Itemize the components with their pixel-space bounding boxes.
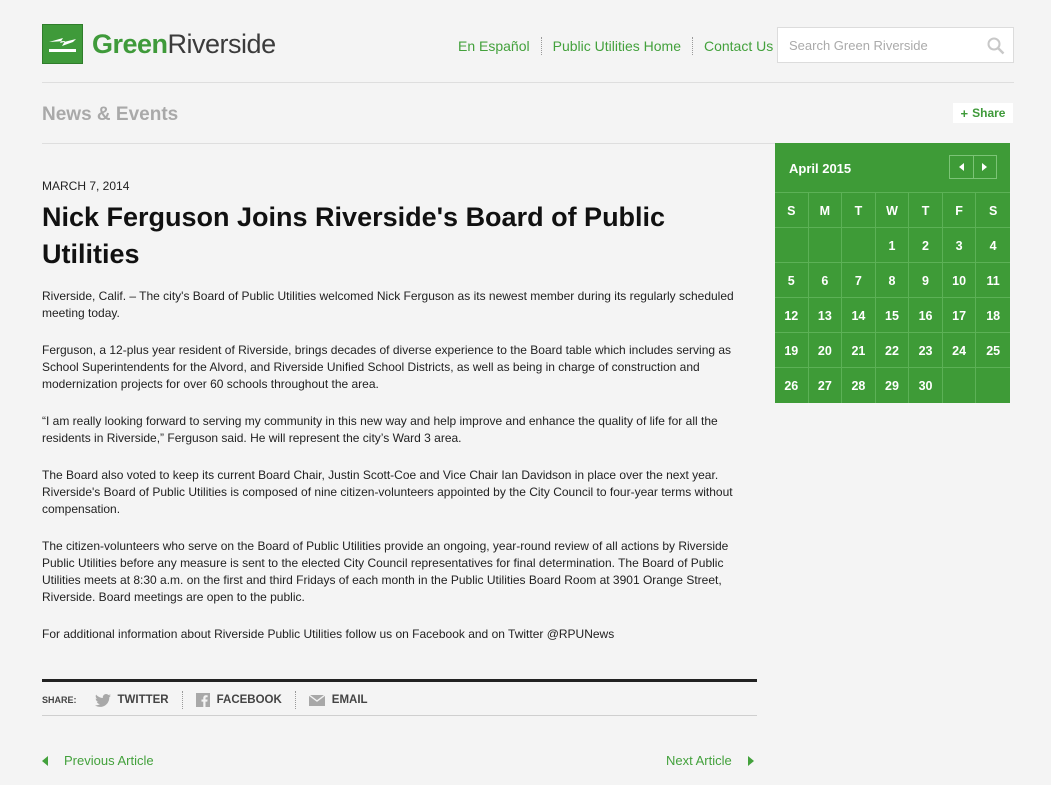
calendar-day[interactable]: 14 bbox=[842, 298, 876, 333]
site-logo[interactable] bbox=[42, 24, 276, 64]
calendar-grid bbox=[775, 193, 1010, 403]
calendar-day[interactable]: 13 bbox=[809, 298, 843, 333]
calendar-day[interactable]: 8 bbox=[876, 263, 910, 298]
calendar-day[interactable]: 28 bbox=[842, 368, 876, 403]
calendar-weekday: S bbox=[775, 193, 809, 228]
share-bar-label: SHARE: bbox=[42, 695, 77, 705]
calendar-weekday-row bbox=[775, 193, 1010, 228]
share-twitter-label: TWITTER bbox=[117, 694, 169, 706]
calendar-day[interactable]: 20 bbox=[809, 333, 843, 368]
site-name-green: Green bbox=[92, 28, 168, 59]
calendar-day[interactable]: 7 bbox=[842, 263, 876, 298]
arrow-right-icon bbox=[748, 756, 754, 766]
article-body bbox=[42, 288, 760, 663]
calendar-day[interactable]: 4 bbox=[989, 238, 997, 253]
calendar-empty-cell bbox=[809, 228, 843, 263]
site-name-dark: Riverside bbox=[167, 28, 276, 59]
calendar-day[interactable]: 2 bbox=[909, 228, 943, 263]
calendar-prev-button[interactable] bbox=[950, 156, 974, 178]
calendar-day[interactable]: 19 bbox=[775, 333, 809, 368]
calendar-day[interactable]: 22 bbox=[876, 333, 910, 368]
calendar-header bbox=[775, 143, 1010, 193]
email-icon bbox=[309, 695, 325, 706]
calendar-empty-cell bbox=[976, 368, 1010, 403]
calendar-empty-cell bbox=[943, 368, 977, 403]
calendar-day[interactable]: 12 bbox=[775, 298, 809, 333]
top-navigation bbox=[458, 37, 773, 55]
site-name bbox=[92, 29, 276, 60]
section-title: News & Events bbox=[42, 104, 179, 125]
share-button[interactable] bbox=[953, 103, 1013, 123]
calendar-day[interactable]: 24 bbox=[943, 333, 977, 368]
calendar-day[interactable]: 18 bbox=[986, 308, 1001, 323]
calendar-week-row bbox=[775, 228, 1010, 263]
nav-link-espanol[interactable]: En Español bbox=[458, 38, 530, 54]
share-email-label: EMAIL bbox=[331, 694, 368, 706]
share-twitter-button[interactable] bbox=[95, 694, 169, 707]
calendar-nav bbox=[949, 155, 997, 179]
calendar-weekday: T bbox=[909, 193, 943, 228]
share-bar bbox=[42, 690, 757, 710]
calendar-day[interactable]: 11 bbox=[986, 273, 1000, 288]
plus-icon: + bbox=[960, 105, 969, 121]
calendar-day[interactable]: 21 bbox=[842, 333, 876, 368]
calendar-day[interactable]: 27 bbox=[809, 368, 843, 403]
search-input[interactable] bbox=[778, 28, 979, 62]
chevron-right-icon bbox=[982, 163, 987, 171]
calendar-day[interactable]: 17 bbox=[943, 298, 977, 333]
calendar-week-row bbox=[775, 263, 1010, 298]
article-paragraph: The Board also voted to keep its current Board Chair, Justin Scott-Coe and Vice Chair Ian Davidson in place over the next year. Riverside's Board of Public Utilities is composed of nine citizen-volunteers appointed by the City Council to four-year terms without compensation. bbox=[42, 468, 733, 516]
calendar-weekday: F bbox=[943, 193, 977, 228]
calendar-week-row bbox=[775, 298, 1010, 333]
article-paragraph: Riverside, Calif. – The city's Board of Public Utilities welcomed Nick Ferguson as its newest member during its regularly scheduled meeting today. bbox=[42, 289, 734, 320]
article-date: MARCH 7, 2014 bbox=[42, 179, 130, 193]
calendar-day[interactable]: 26 bbox=[775, 368, 809, 403]
calendar-day[interactable]: 9 bbox=[909, 263, 943, 298]
article-paragraph: The citizen-volunteers who serve on the Board of Public Utilities provide an ongoing, year-round review of all actions by Riverside Public Utilities before any measure is sent to the elected City Council representatives for final determination. The Board of Public Utilities meets at 8:30 a.m. on the first and third Fridays of each month in the Public Utilities Board Room at 3901 Orange Street, Riverside. Board meetings are open to the public. bbox=[42, 539, 729, 604]
search-icon[interactable] bbox=[987, 37, 1005, 60]
calendar-day[interactable]: 5 bbox=[775, 263, 809, 298]
share-divider bbox=[295, 691, 296, 709]
nav-link-contact-us[interactable]: Contact Us bbox=[703, 38, 774, 54]
nav-link-public-utilities-home[interactable]: Public Utilities Home bbox=[552, 38, 681, 54]
calendar-day[interactable]: 10 bbox=[943, 263, 977, 298]
nav-divider bbox=[541, 37, 542, 55]
share-bar-bottom-rule bbox=[42, 715, 757, 716]
next-article-link[interactable] bbox=[666, 753, 754, 768]
calendar-day[interactable]: 6 bbox=[809, 263, 843, 298]
calendar-week-row bbox=[775, 333, 1010, 368]
calendar-weekday: T bbox=[842, 193, 876, 228]
calendar-week-row bbox=[775, 368, 1010, 403]
article-paragraph: For additional information about Riverside Public Utilities follow us on Facebook and on Twitter @RPUNews bbox=[42, 627, 615, 641]
twitter-icon bbox=[95, 694, 111, 707]
previous-article-label: Previous Article bbox=[64, 753, 154, 768]
calendar-day[interactable]: 15 bbox=[876, 298, 910, 333]
share-button-label: Share bbox=[972, 106, 1006, 120]
calendar-next-button[interactable] bbox=[974, 156, 997, 178]
search-box bbox=[777, 27, 1014, 63]
calendar-day[interactable]: 25 bbox=[986, 343, 1001, 358]
calendar-day[interactable]: 3 bbox=[943, 228, 977, 263]
nav-divider bbox=[692, 37, 693, 55]
calendar-month-label: April 2015 bbox=[789, 161, 852, 176]
article-paragraph: Ferguson, a 12-plus year resident of Riverside, brings decades of diverse experience to the Board table which includes serving as School Superintendents for the Alvord, and Riverside Unified School Districts, as well as being in charge of construction and modernization projects for over 60 schools throughout the area. bbox=[42, 343, 732, 391]
facebook-icon bbox=[196, 693, 210, 707]
header-divider bbox=[42, 82, 1014, 83]
calendar-day[interactable]: 29 bbox=[876, 368, 910, 403]
calendar-day[interactable]: 16 bbox=[909, 298, 943, 333]
section-divider bbox=[42, 143, 775, 144]
calendar-empty-cell bbox=[842, 228, 876, 263]
calendar-day[interactable]: 23 bbox=[909, 333, 943, 368]
share-facebook-label: FACEBOOK bbox=[216, 694, 282, 706]
next-article-label: Next Article bbox=[666, 753, 732, 768]
share-divider bbox=[182, 691, 183, 709]
share-email-button[interactable] bbox=[309, 694, 368, 706]
events-calendar bbox=[775, 143, 1010, 403]
calendar-weekday: S bbox=[988, 203, 998, 218]
previous-article-link[interactable] bbox=[42, 753, 154, 768]
lightning-logo-icon bbox=[42, 24, 83, 64]
calendar-day[interactable]: 30 bbox=[909, 368, 943, 403]
calendar-empty-cell bbox=[775, 228, 809, 263]
calendar-day[interactable]: 1 bbox=[876, 228, 910, 263]
article-title: Nick Ferguson Joins Riverside's Board of Public Utilities bbox=[42, 202, 666, 269]
chevron-left-icon bbox=[959, 163, 964, 171]
article-paragraph: “I am really looking forward to serving my community in this new way and help improve and enhance the quality of life for all the residents in Riverside,” Ferguson said. He will represent the city’s Ward 3 area. bbox=[42, 414, 718, 445]
calendar-weekday: M bbox=[809, 193, 843, 228]
arrow-left-icon bbox=[42, 756, 48, 766]
calendar-weekday: W bbox=[876, 193, 910, 228]
share-bar-top-rule bbox=[42, 679, 757, 682]
share-facebook-button[interactable] bbox=[196, 693, 282, 707]
